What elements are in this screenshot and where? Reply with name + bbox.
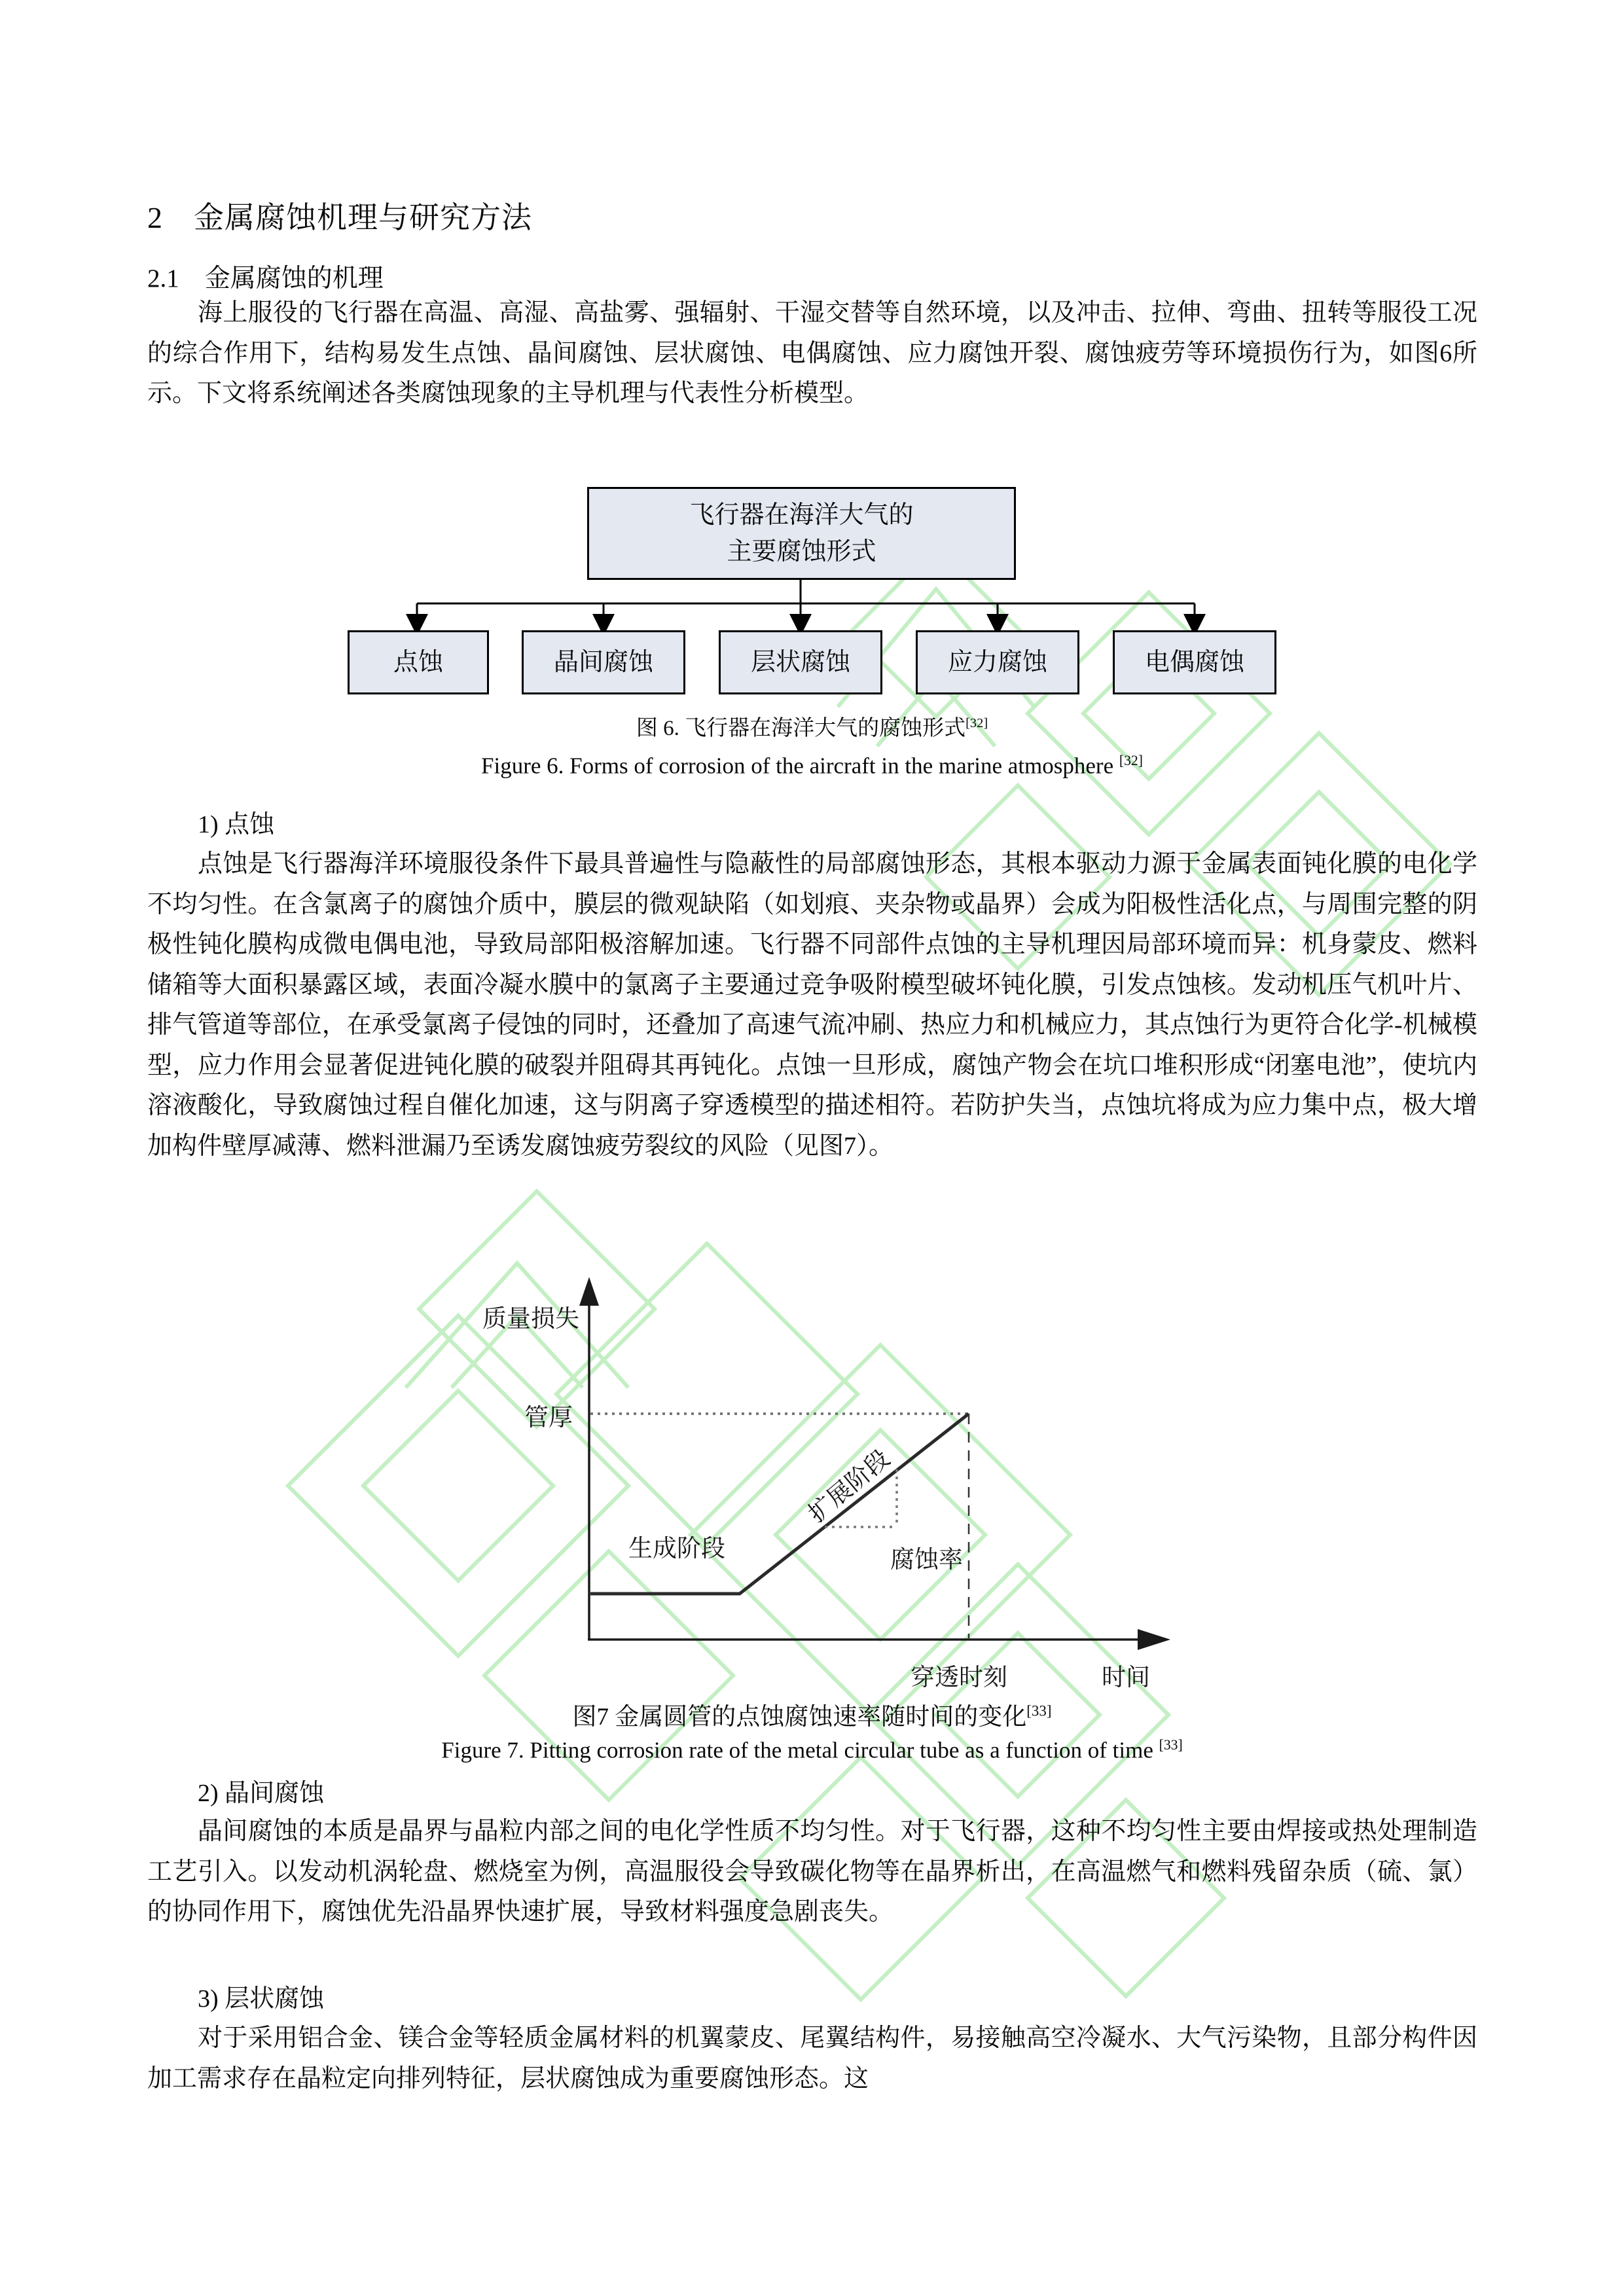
intro-paragraph: 海上服役的飞行器在高温、高湿、高盐雾、强辐射、干湿交替等自然环境，以及冲击、拉伸、弯曲、扭转等服役工况的综合作用下，结构易发生点蚀、晶间腐蚀、层状腐蚀、电偶腐蚀、应力腐蚀开裂、腐蚀疲劳等环境损伤行为，如图6所示。下文将系统阐述各类腐蚀现象的主导机理与代表性分析模型。 (147, 299, 1477, 407)
figure6-caption-zh (0, 711, 1624, 742)
flowchart-box-exfoliation (719, 630, 882, 694)
stage2-label: 扩展阶段 (803, 1444, 895, 1528)
flowchart-root-line1: 飞行器在海洋大气的 (689, 501, 914, 529)
figure6-caption-en-text: Figure 6. Forms of corrosion of the aircraft in the marine atmosphere (481, 753, 1119, 779)
flowchart-box-label: 层状腐蚀 (750, 649, 850, 676)
corrosion-rate-label: 腐蚀率 (890, 1547, 963, 1573)
y-axis-label: 质量损失 (482, 1306, 579, 1333)
subsection-heading: 2.1 金属腐蚀的机理 (147, 264, 384, 293)
figure7-caption-en-text: Figure 7. Pitting corrosion rate of the metal circular tube as a function of time (441, 1737, 1159, 1763)
figure7-caption-zh (0, 1696, 1624, 1732)
flowchart-box-label: 晶间腐蚀 (553, 649, 653, 676)
figure6-caption-en (0, 753, 1624, 780)
figure7-ref-en: [33] (1159, 1737, 1183, 1753)
figure6-ref: [32] (965, 716, 988, 730)
figure6-ref-en: [32] (1119, 753, 1143, 768)
penetration-label: 穿透时刻 (911, 1664, 1007, 1691)
arrow-up-icon (579, 1277, 599, 1306)
pitting-paragraph: 点蚀是飞行器海洋环境服役条件下最具普遍性与隐蔽性的局部腐蚀形态，其根本驱动力源于金属表面钝化膜的电化学不均匀性。在含氯离子的腐蚀介质中，膜层的微观缺陷（如划痕、夹杂物或晶界）会成为阳极性活化点，与周围完整的阴极性钝化膜构成微电偶电池，导致局部阳极溶解加速。飞行器不同部件点蚀的主导机理因局部环境而异：机身蒙皮、燃料储箱等大面积暴露区域，表面冷凝水膜中的氯离子主要通过竞争吸附模型破坏钝化膜，引发点蚀核。发动机压气机叶片、排气管道等部位，在承受氯离子侵蚀的同时，还叠加了高速气流冲刷、热应力和机械应力，其点蚀行为更符合化学-机械模型，应力作用会显著促进钝化膜的破裂并阻碍其再钝化。点蚀一旦形成，腐蚀产物会在坑口堆积形成“闭塞电池”，使坑内溶液酸化，导致腐蚀过程自催化加速，这与阴离子穿透模型的描述相符。若防护失当，点蚀坑将成为应力集中点，极大增加构件壁厚减薄、燃料泄漏乃至诱发腐蚀疲劳裂纹的风险（见图7）。 (147, 850, 1477, 1160)
flowchart-root-line2: 主要腐蚀形式 (727, 538, 876, 565)
figure6-caption-zh-text: 图 6. 飞行器在海洋大气的腐蚀形式 (636, 717, 966, 740)
intergranular-heading: 2) 晶间腐蚀 (198, 1780, 325, 1807)
flowchart-box-intergranular (522, 630, 685, 694)
flowchart-box-label: 应力腐蚀 (947, 649, 1047, 676)
flowchart-box-pitting (348, 630, 489, 694)
exfoliation-paragraph: 对于采用铝合金、镁合金等轻质金属材料的机翼蒙皮、尾翼结构件，易接触高空冷凝水、大气污染物，且部分构件因加工需求存在晶粒定向排列特征，层状腐蚀成为重要腐蚀形态。这 (147, 2024, 1477, 2092)
x-axis-label: 时间 (1102, 1664, 1150, 1691)
arrow-right-icon (1138, 1629, 1170, 1650)
flowchart-box-stress (916, 630, 1079, 694)
flowchart-root-box (587, 487, 1016, 580)
flowchart-box-label: 电偶腐蚀 (1144, 649, 1244, 676)
flowchart-box-galvanic (1113, 630, 1276, 694)
section-heading: 2 金属腐蚀机理与研究方法 (147, 201, 532, 234)
figure7-caption-en (0, 1737, 1624, 1764)
wall-thickness-label: 管厚 (524, 1405, 573, 1431)
figure7-caption-zh-text: 图7 金属圆管的点蚀腐蚀速率随时间的变化 (572, 1704, 1027, 1731)
figure7-ref: [33] (1026, 1702, 1052, 1719)
exfoliation-heading: 3) 层状腐蚀 (198, 1985, 325, 2013)
figure7-chart (367, 1273, 1218, 1705)
flowchart-box-label: 点蚀 (393, 649, 443, 676)
stage1-label: 生成阶段 (628, 1535, 725, 1562)
intergranular-paragraph: 晶间腐蚀的本质是晶界与晶粒内部之间的电化学性质不均匀性。对于飞行器，这种不均匀性主要由焊接或热处理制造工艺引入。以发动机涡轮盘、燃烧室为例，高温服役会导致碳化物等在晶界析出，在高温燃气和燃料残留杂质（硫、氯）的协同作用下，腐蚀优先沿晶界快速扩展，导致材料强度急剧丧失。 (147, 1818, 1477, 1926)
pitting-heading: 1) 点蚀 (198, 811, 275, 838)
